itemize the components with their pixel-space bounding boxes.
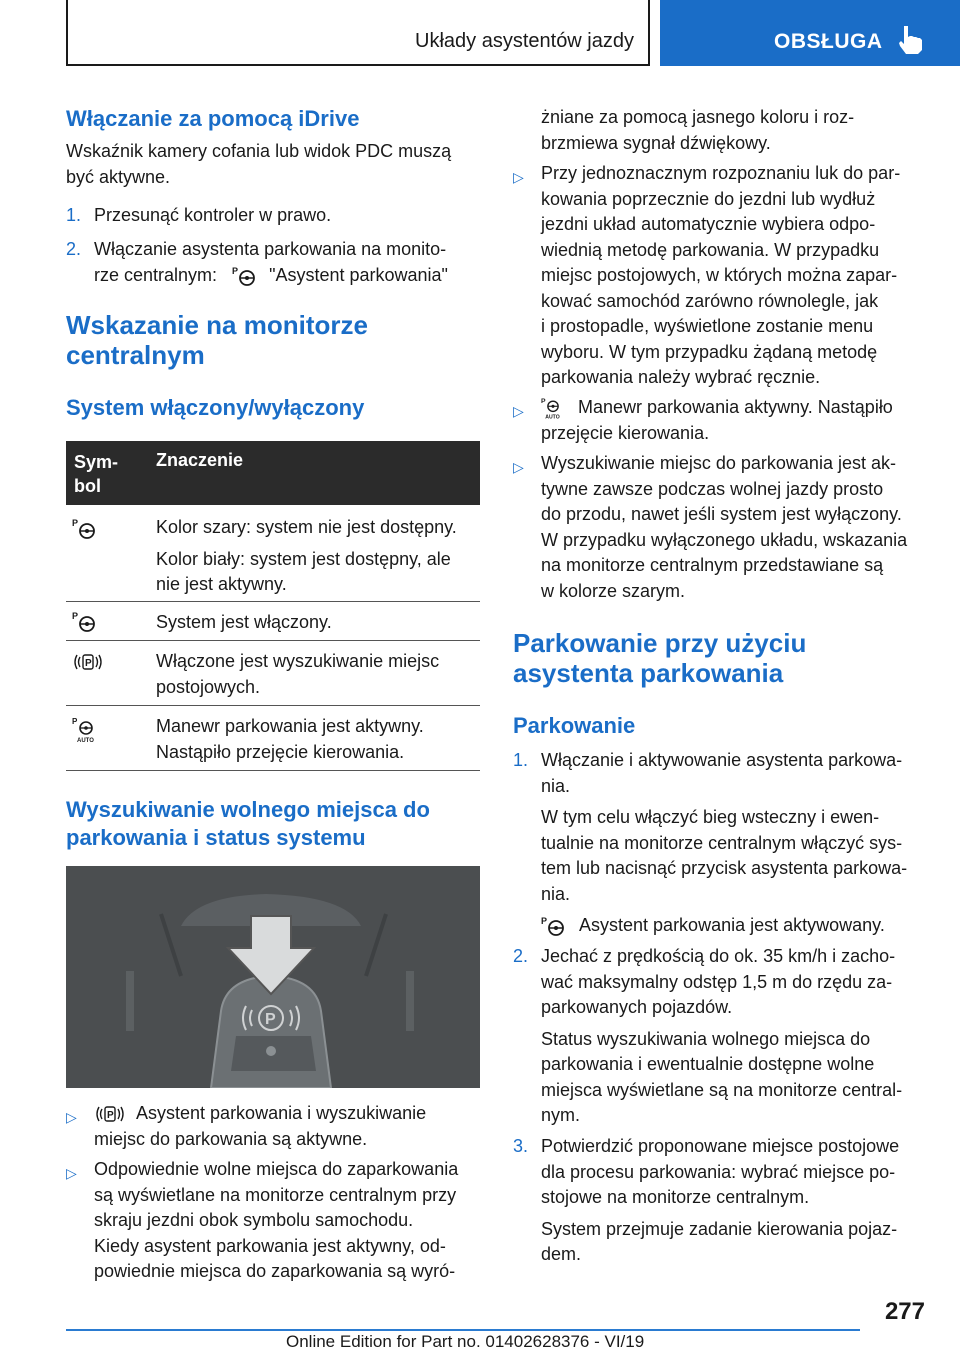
svg-text:P: P [85, 658, 92, 669]
step-number: 1. [513, 750, 529, 770]
step-number: 2. [513, 946, 529, 966]
col-symbol-line: Sym- [74, 452, 119, 472]
section-title: Układy asystentów jazdy [415, 30, 634, 52]
row-meaning: System jest włączony. [156, 612, 332, 632]
step-text: System przejmuje zadanie kierowania pojaz- [541, 1218, 898, 1239]
step-text: Potwierdzić proponowane miejsce postojowe [541, 1136, 900, 1156]
chapter-tab-label: OBSŁUGA [774, 30, 883, 53]
bullet-text: na monitorze centralnym przedstawiane są [541, 555, 884, 575]
edition-note: Online Edition for Part no. 01402628376 - VI/19 [286, 1332, 645, 1351]
list-item [513, 451, 925, 604]
step-text: Status wyszukiwania wolnego miejsca do [541, 1028, 871, 1049]
bullet-text: Przy jednoznacznym rozpoznaniu luk do par- [541, 163, 901, 183]
bullet-text: Wyszukiwanie miejsc do parkowania jest ak- [541, 453, 896, 473]
step-text: tem lub nacisnąć przycisk asystenta parkowa- [541, 858, 908, 878]
list-item [66, 1157, 480, 1285]
bullet-text: w kolorze szarym. [541, 580, 686, 601]
continued-text [513, 105, 925, 156]
text-line: brzmiewa sygnał dźwiękowy. [541, 132, 771, 153]
row-meaning [156, 505, 480, 598]
step-text: parkowanych pojazdów. [541, 997, 733, 1017]
bullet-text: Asystent parkowania i wyszukiwanie [136, 1103, 427, 1123]
row-meaning [156, 706, 480, 765]
list-item [513, 1134, 925, 1268]
row-line: Włączone jest wyszukiwanie miejsc [156, 651, 440, 671]
triangle-bullet-icon: ▷ [513, 459, 524, 475]
step-text: tualnie na monitorze centralnym włączyć sys- [541, 832, 903, 853]
list-item [513, 944, 925, 1129]
list-item [66, 1101, 480, 1152]
table-row [66, 706, 480, 771]
bullet-text: kować samochód zarówno równolegle, jak [541, 290, 879, 311]
heading-line: centralnym [66, 340, 205, 370]
bullet-text: tywne zawsze podczas wolnej jazdy prosto [541, 478, 884, 499]
parking-assistant-active-icon [72, 610, 100, 634]
row-line: Nastąpiło przejęcie kierowania. [156, 741, 405, 762]
parking-display-photo [66, 866, 480, 1088]
bullet-text: przejęcie kierowania. [541, 423, 710, 444]
heading-line: asystenta parkowania [513, 658, 784, 688]
triangle-bullet-icon: ▷ [66, 1109, 77, 1125]
step-text: miejsca wyświetlane są na monitorze central- [541, 1079, 903, 1100]
heading-line: Parkowanie przy użyciu [513, 628, 807, 658]
heading-search [66, 796, 480, 852]
table-row [66, 505, 480, 602]
triangle-bullet-icon: ▷ [513, 403, 524, 419]
svg-text:P: P [232, 265, 239, 276]
bullet-text: skraju jezdni obok symbolu samochodu. [94, 1210, 414, 1230]
parking-assistant-icon [72, 517, 100, 541]
step-text: nym. [541, 1105, 581, 1125]
list-item [66, 203, 480, 229]
step-text: dla procesu parkowania: wybrać miejsce po- [541, 1161, 896, 1182]
parking-assistant-icon [232, 265, 258, 287]
bullet-text: miejsc postojowych, w których można zapar- [541, 265, 898, 285]
step-text: Asystent parkowania jest aktywowany. [579, 915, 885, 935]
svg-text:P: P [72, 611, 79, 621]
row-line: Manewr parkowania jest aktywny. [156, 716, 424, 736]
page-header [0, 0, 960, 66]
step-text: Jechać z prędkością do ok. 35 km/h i zacho- [541, 946, 896, 966]
row-meaning [156, 641, 480, 700]
triangle-bullet-icon: ▷ [66, 1165, 77, 1181]
row-line: postojowych. [156, 676, 261, 697]
row-line: nie jest aktywny. [156, 574, 287, 594]
heading-parkowanie: Parkowanie [513, 713, 636, 738]
section-title-box [66, 0, 650, 66]
list-item [513, 395, 925, 447]
bullet-text: jezdni układ automatycznie wybiera odpo- [541, 214, 876, 234]
table-row [66, 602, 480, 641]
col-symbol-line: bol [74, 476, 101, 496]
step-text: Włączanie i aktywowanie asystenta parkowa- [541, 750, 903, 770]
bullet-text: W przypadku wyłączonego układu, wskazania [541, 529, 908, 550]
step-number: 3. [513, 1136, 529, 1156]
svg-text:AUTO: AUTO [77, 738, 94, 744]
heading-monitor [66, 310, 480, 370]
parking-assistant-active-icon [541, 915, 567, 937]
parking-auto-icon [72, 716, 100, 744]
parking-auto-icon [541, 395, 565, 421]
triangle-bullet-icon: ▷ [513, 169, 524, 185]
svg-text:P: P [541, 916, 548, 927]
col-meaning: Znaczenie [156, 450, 244, 470]
col-symbol [74, 450, 118, 498]
heading-system: System włączony/wyłączony [66, 395, 365, 420]
svg-text:P: P [541, 398, 546, 406]
symbol-table [66, 441, 480, 771]
parking-search-icon [94, 1103, 126, 1125]
table-row [66, 641, 480, 706]
svg-text:AUTO: AUTO [545, 414, 560, 421]
page-number: 277 [884, 1298, 925, 1325]
heading-line: Wskazanie na monitorze [66, 310, 368, 340]
idrive-intro: Wskaźnik kamery cofania lub widok PDC muszą być aktywne. [66, 141, 452, 187]
bullet-text: Kiedy asystent parkowania jest aktywny, od- [94, 1235, 446, 1256]
step-text: stojowe na monitorze centralnym. [541, 1187, 810, 1207]
heading-line: parkowania i status systemu [66, 825, 366, 850]
pointing-hand-icon [896, 24, 926, 56]
svg-text:P: P [107, 1110, 114, 1122]
step-text: dem. [541, 1244, 582, 1264]
bullet-text: parkowania należy wybrać ręcznie. [541, 367, 821, 387]
svg-text:P: P [72, 518, 79, 528]
list-item [66, 237, 480, 288]
step-text: Włączanie asystenta parkowania na monito- [94, 239, 447, 259]
step-text: rze centralnym: [94, 264, 218, 285]
row-line: Kolor biały: system jest dostępny, ale [156, 548, 451, 569]
bullet-text: wyboru. W tym przypadku żądaną metodę [541, 341, 878, 362]
row-line: Kolor szary: system nie jest dostępny. [156, 517, 457, 537]
step-text: nia. [541, 883, 571, 904]
step-number: 2. [66, 239, 82, 259]
chapter-tab [660, 0, 960, 66]
bullet-text: kowania poprzecznie do jezdni lub wydłuż [541, 188, 876, 209]
step-number: 1. [66, 205, 82, 225]
bullet-text: miejsc do parkowania są aktywne. [94, 1128, 368, 1149]
step-text: wać maksymalny odstęp 1,5 m do rzędu za- [541, 971, 893, 992]
text-line: żniane za pomocą jasnego koloru i roz- [541, 107, 855, 127]
bullet-text: wiednią metodę parkowania. W przypadku [541, 239, 880, 260]
step-text: W tym celu włączyć bieg wsteczny i ewen- [541, 807, 880, 827]
step-text: nia. [541, 775, 571, 796]
svg-text:P: P [72, 717, 78, 726]
list-item [513, 161, 925, 391]
step-text: Przesunąć kontroler w prawo. [94, 205, 332, 225]
bullet-text: Odpowiednie wolne miejsca do zaparkowania [94, 1159, 459, 1179]
bullet-text: Manewr parkowania aktywny. Nastąpiło [578, 397, 893, 417]
heading-idrive: Włączanie za pomocą iDrive [66, 106, 360, 131]
bullet-text: do przodu, nawet jeśli system jest wyłączony. [541, 504, 902, 524]
bullet-text: są wyświetlane na monitorze centralnym przy [94, 1184, 457, 1205]
svg-text:P: P [265, 1011, 276, 1028]
list-item [513, 748, 925, 939]
bullet-text: powiednie miejsca do zaparkowania są wyró- [94, 1261, 456, 1281]
footer-divider [66, 1329, 860, 1331]
heading-parking-assist [513, 628, 925, 688]
bullet-text: i prostopadle, wyświetlone zostanie menu [541, 316, 874, 336]
step-text: "Asystent parkowania" [269, 264, 448, 285]
parking-search-icon [72, 651, 104, 673]
table-header [66, 441, 480, 505]
step-text: parkowania i ewentualnie dostępne wolne [541, 1054, 875, 1074]
heading-line: Wyszukiwanie wolnego miejsca do [66, 797, 430, 822]
